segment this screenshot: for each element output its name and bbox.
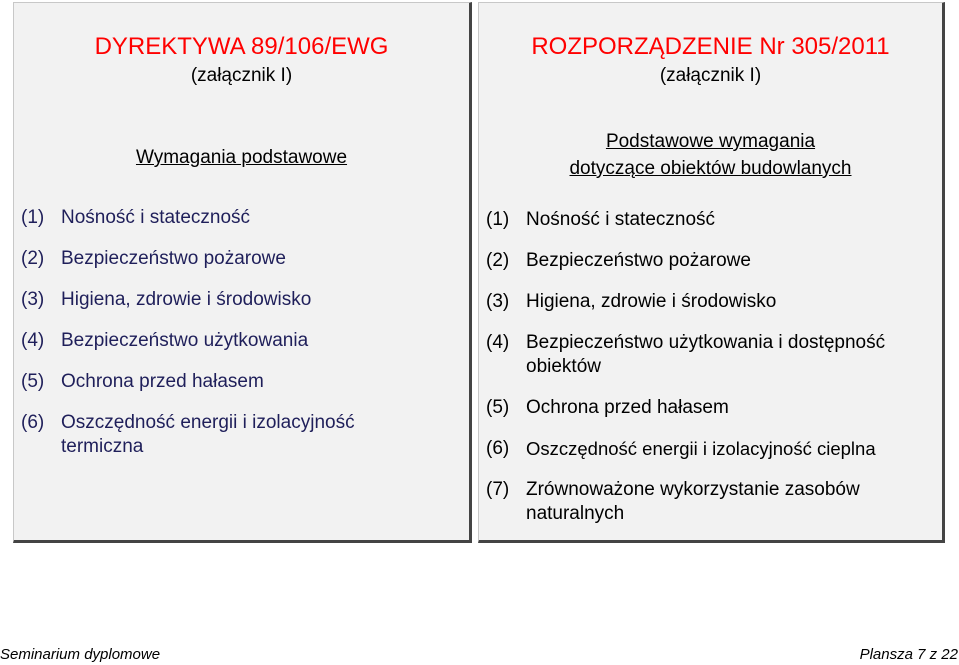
item-number: (3) [21,289,45,310]
item-text: Nośność i stateczność [526,209,716,230]
item-text: Oszczędność energii i izolacyjność cieplna [526,438,876,459]
item-text: Higiena, zdrowie i środowisko [526,291,777,312]
list-item [486,208,938,232]
item-text: Bezpieczeństwo pożarowe [61,248,286,269]
regulation-heading-line1: Podstawowe wymagania [605,131,816,152]
regulation-subtitle: (załącznik I) [659,65,762,86]
list-item [486,437,938,461]
item-number: (3) [486,291,510,312]
list-item [21,247,465,271]
directive-title: DYREKTYWA 89/106/EWG [94,33,389,60]
list-item [21,329,465,353]
regulation-requirements-list [486,208,938,543]
list-item [21,370,465,394]
list-item [486,331,938,379]
list-item [486,290,938,314]
directive-panel [13,2,472,543]
item-text: Bezpieczeństwo użytkowania i dostępność obiektów [526,332,886,377]
list-item [21,411,465,459]
item-number: (4) [486,332,510,353]
footer-course-name: Seminarium dyplomowe [0,646,161,663]
list-item [486,478,938,526]
item-number: (5) [486,397,510,418]
item-text: Bezpieczeństwo użytkowania [61,330,309,351]
item-number: (2) [486,250,510,271]
list-item [486,396,938,420]
item-number: (1) [486,209,510,230]
item-text: Oszczędność energii i izolacyjność termiczna [61,412,355,457]
item-number: (1) [21,207,45,228]
list-item [21,206,465,230]
item-text: Higiena, zdrowie i środowisko [61,289,312,310]
item-number: (7) [486,479,510,500]
list-item [21,288,465,312]
item-text: Bezpieczeństwo pożarowe [526,250,751,271]
directive-requirements-list [21,206,465,476]
item-number: (4) [21,330,45,351]
item-text: Ochrona przed hałasem [526,397,729,418]
directive-heading: Wymagania podstawowe [135,147,348,168]
item-number: (5) [21,371,45,392]
regulation-title: ROZPORZĄDZENIE Nr 305/2011 [531,33,890,60]
item-text: Nośność i stateczność [61,207,251,228]
regulation-panel [478,2,945,543]
item-text: Ochrona przed hałasem [61,371,264,392]
item-number: (6) [21,412,45,433]
regulation-heading-line2: dotyczące obiektów budowlanych [569,158,852,179]
list-item [486,249,938,273]
item-number: (2) [21,248,45,269]
footer-page-number: Plansza 7 z 22 [859,646,958,663]
item-text: Zrównoważone wykorzystanie zasobów naturalnych [526,479,860,524]
item-number: (6) [486,438,510,459]
directive-subtitle: (załącznik I) [190,65,293,86]
